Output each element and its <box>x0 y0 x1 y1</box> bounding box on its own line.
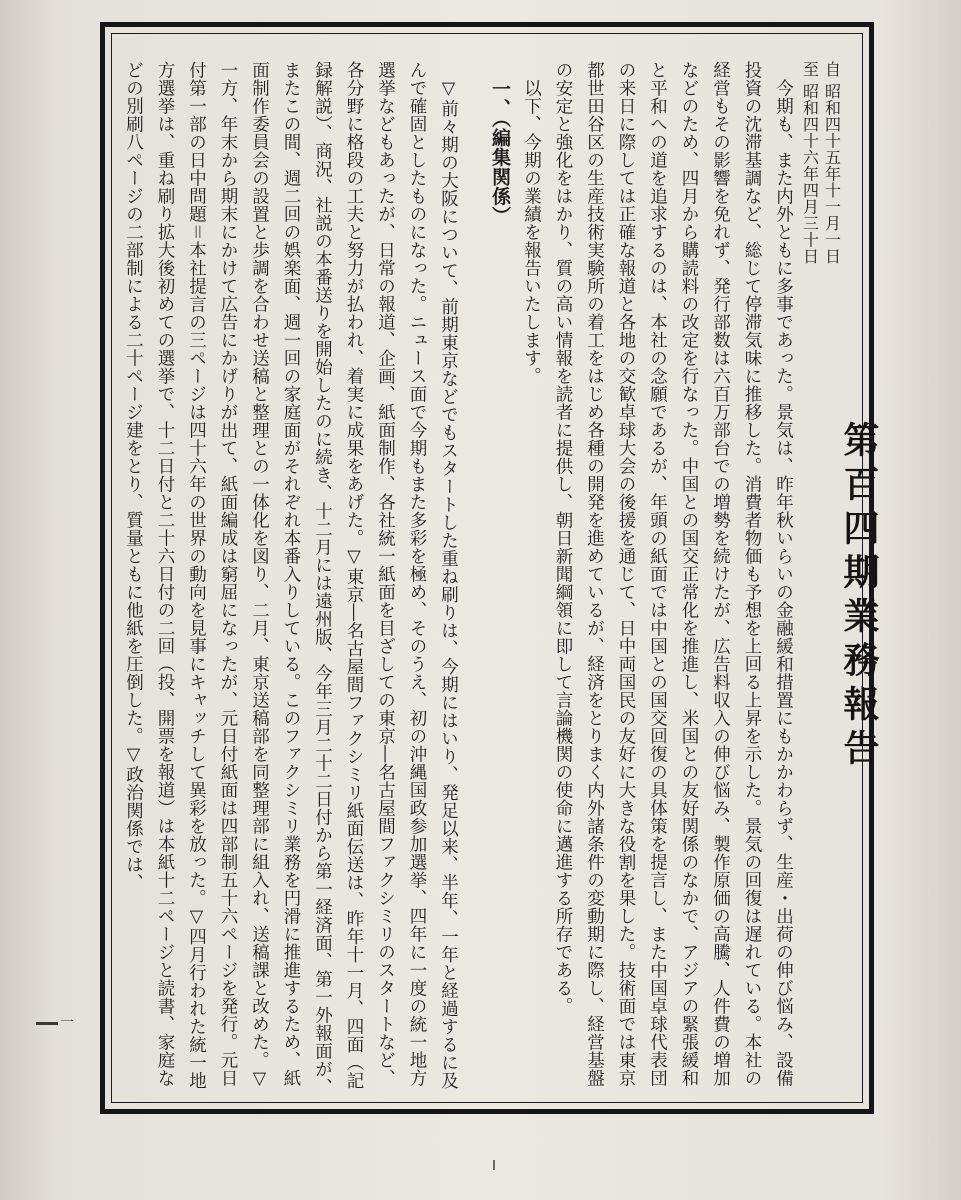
section-heading-line <box>484 61 516 1097</box>
page-number-mark <box>36 1022 58 1025</box>
period-to: 至 昭和四十六年四月三十日 <box>800 61 820 265</box>
report-title: 第百四期業務報告 <box>838 421 880 773</box>
intro-paragraph-2: 以下、今期の業績を報告いたします。 <box>521 78 542 385</box>
report-period <box>799 61 843 1097</box>
section-heading: （編集関係） <box>489 117 511 225</box>
period-from: 自 昭和四十五年十一月一日 <box>822 61 842 265</box>
section-number: 一、 <box>489 78 511 118</box>
vertical-text-column <box>117 61 880 1097</box>
page-number-text: 一 <box>60 1015 74 1031</box>
report-frame <box>100 22 880 1114</box>
section-paragraph-1: ▽前々期の大阪について、前期東京などでもスタートした重ね刷りは、今期にはいり、発足以来、半年、一年と経過するに及んで確固としたものになった。ニュース面で今期もまた多彩を極め、そのうえ、初の沖縄国政参加選挙、四年に一度の統一地方選挙などもあったが、日常の報道、企画、紙面制作、各社統一紙面を目ざしての東京―名古屋間ファクシミリのスタートなど、各分野に格段の工夫と努力が払われ、着実に成果をあげた。▽東京―名古屋間ファクシミリ紙面伝送は、昨年十一月、四面（記録解説）、商況、社説の本番送りを開始したのに続き、十二月には遠州版、今年三月二十二日付から第一経済面、第一外報面が、またこの間、週二回の娯楽面、週一回の家庭面がそれぞれ本番入りしている。このファクシミリ業務を円滑に推進するため、紙面制作委員会の設置と歩調を合わせ送稿と整理との一体化を図り、二月、東京送稿部を同整理部に組入れ、送稿課と改めた。▽一方、年末から期末にかけて広告にかげりが出て、紙面編成は窮屈になったが、元日付紙面は四部制五十六ページを発行。元日付第一部の日中問題＝本社提言の三ページは四十六年の世界の動向を見事にキャッチして異彩を放った。▽四月行われた統一地方選挙は、重ね刷り拡大後初めての選挙で、十二日付と二十六日付の二回（投、開票を報道）は本紙十二ページと読書、家庭などの別刷八ページの二部制による二十ページ建をとり、質量ともに他紙を圧倒した。▽政治関係では、 <box>123 61 459 1097</box>
bottom-tick-mark <box>493 1160 495 1170</box>
report-body <box>117 61 880 1097</box>
intro-paragraph-1: 今期も、また内外ともに多事であった。景気は、昨年秋いらいの金融緩和措置にもかかわらず、生産・出荷の伸び悩み、設備投資の沈滞基調など、総じて停滞気味に推移した。消費者物価も予想を上回る上昇を示した。景気の回復は遅れている。本社の経営もその影響を免れず、発行部数は六百万部台での増勢を続けたが、広告料収入の伸び悩み、製作原価の高騰、人件費の増加などのため、四月から購読料の改定を行なった。中国との国交正常化を推進し、米国との友好関係のなかで、アジアの緊張緩和と平和への道を追求するのは、本社の念願であるが、年頭の紙面では中国との国交回復の具体策を提言し、また中国卓球代表団の来日に際しては正確な報道と各地の交歓卓球大会の後援を通じて、日中両国民の友好に大きな役割を果した。技術面では東京都世田谷区の生産技術実験所の着工をはじめ各種の開発を進めているが、経済をとりまく内外諸条件の変動期に際し、経営基盤の安定と強化をはかり、質の高い情報を読者に提供し、朝日新聞綱領に即して言論機関の使命に邁進する所存である。 <box>553 61 794 1087</box>
